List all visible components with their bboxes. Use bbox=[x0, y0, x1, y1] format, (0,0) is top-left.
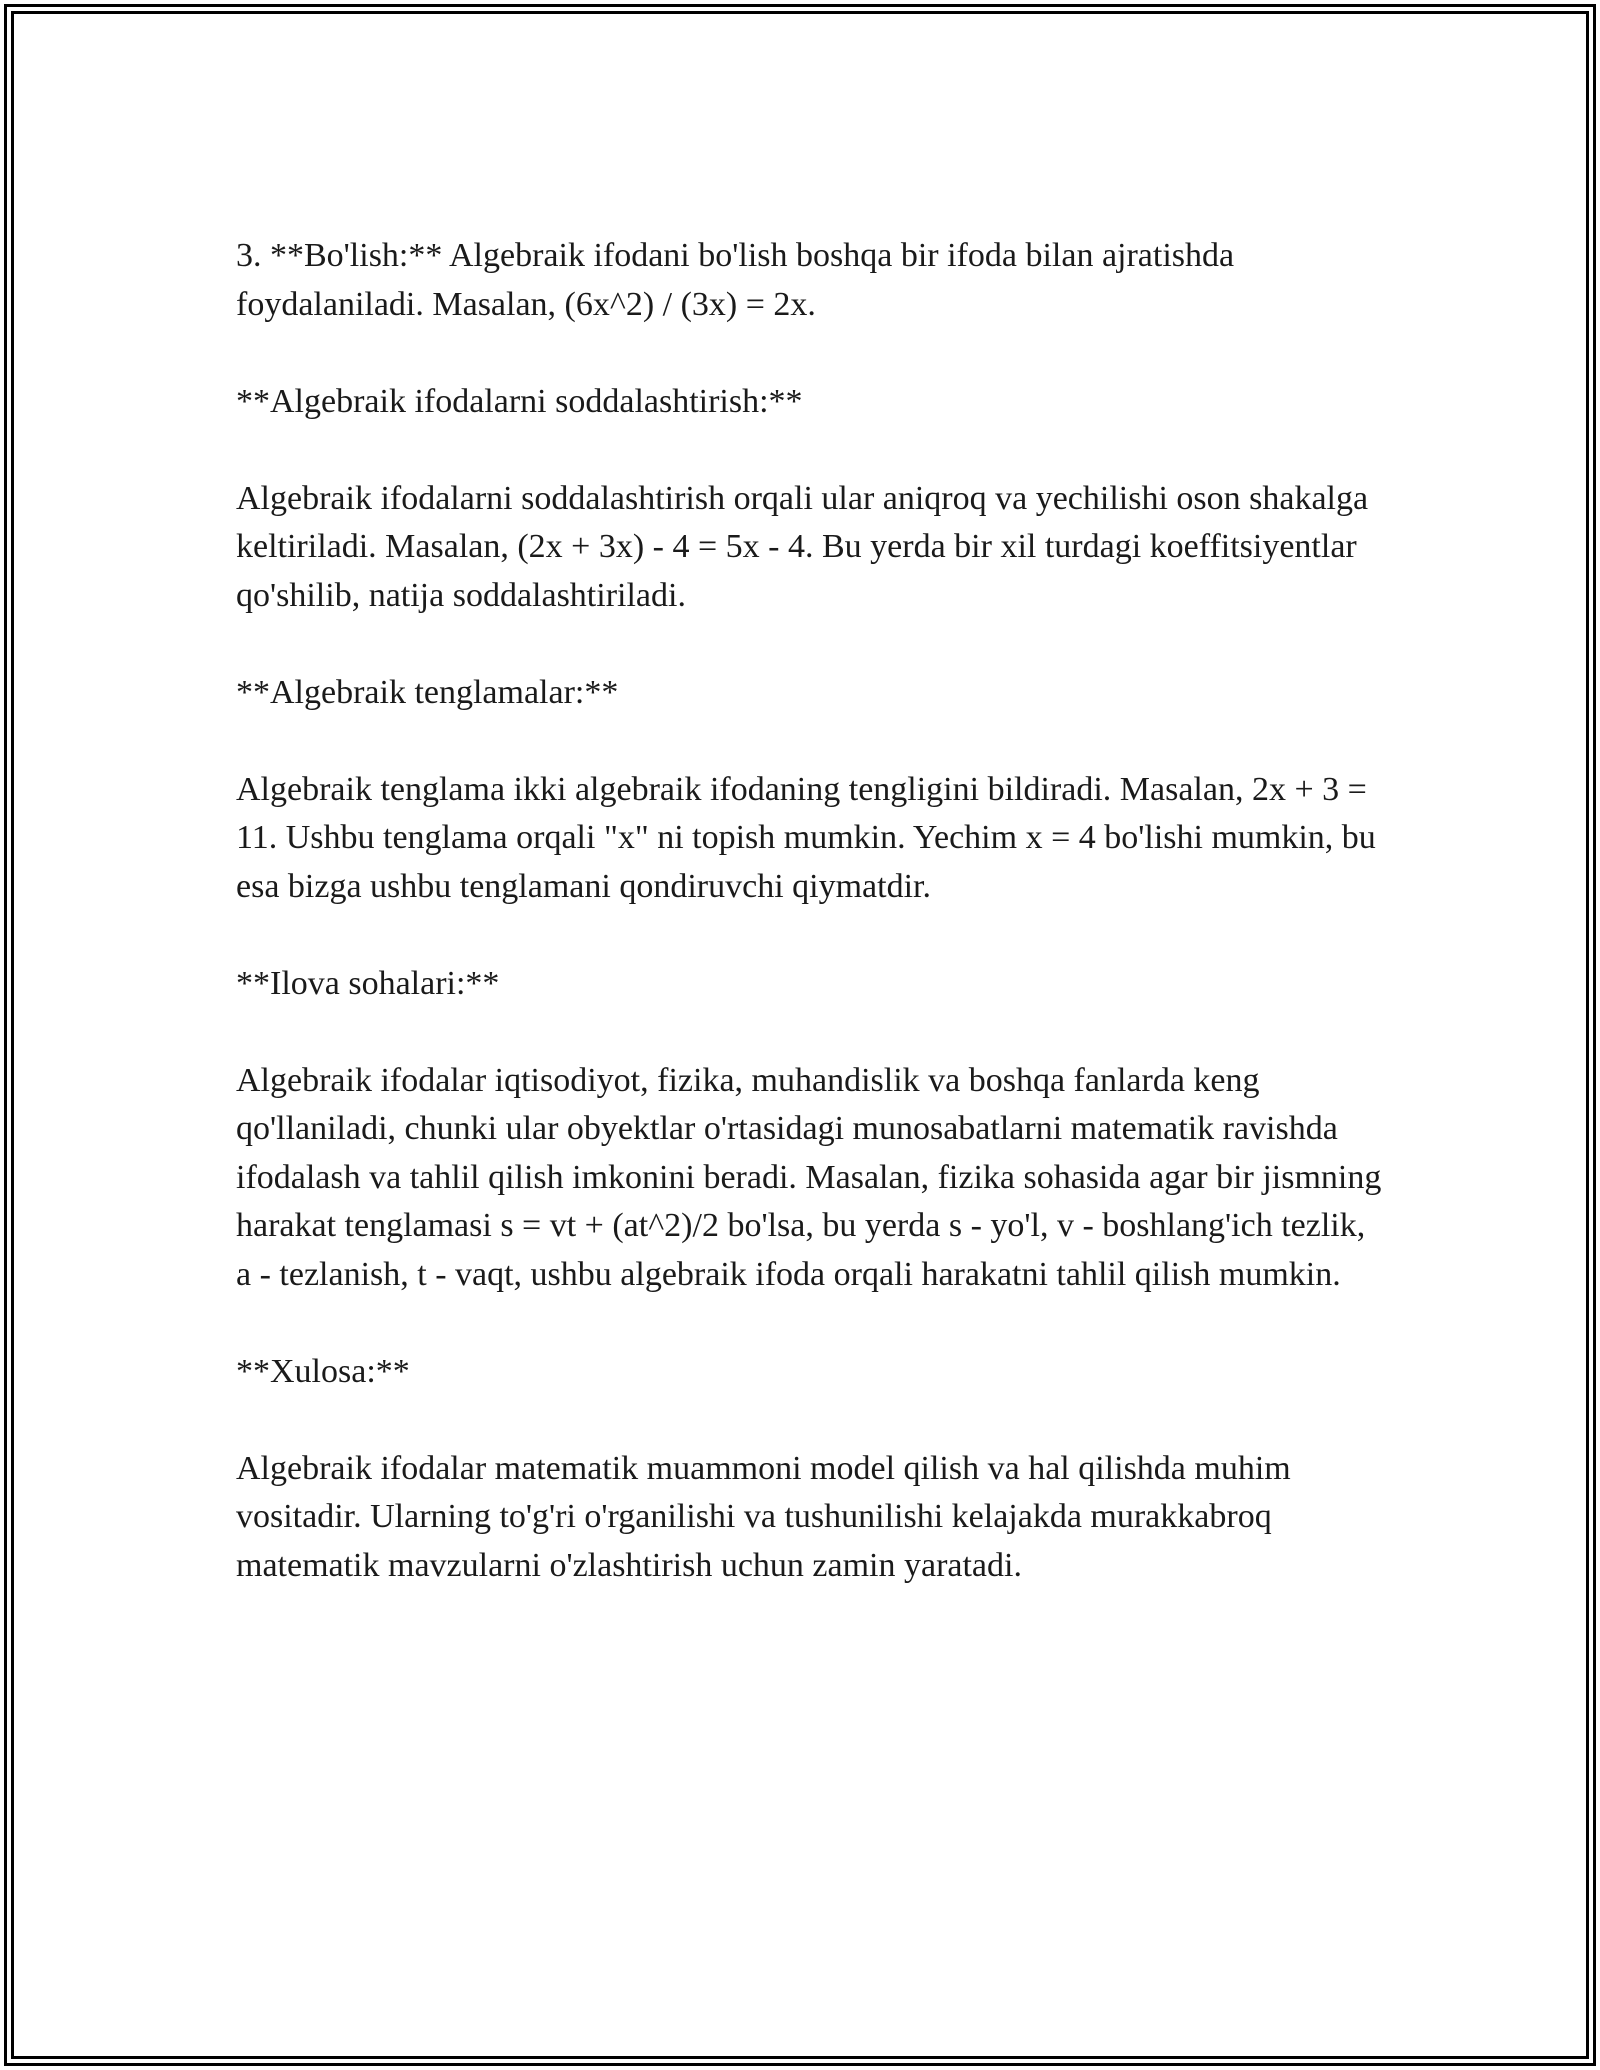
paragraph-equations: Algebraik tenglama ikki algebraik ifodaning tengligini bildiradi. Masalan, 2x + 3 = 11. Ushbu tenglama orqali "x" ni topish mumkin. Yechim x = 4 bo'lishi mumkin, bu esa bizga ushbu tenglamani qondiruvchi qiymatdir. bbox=[236, 770, 1376, 905]
heading-simplification: **Algebraik ifodalarni soddalashtirish:** bbox=[236, 382, 803, 420]
paragraph-division: 3. **Bo'lish:** Algebraik ifodani bo'lish boshqa bir ifoda bilan ajratishda foydalaniladi. Masalan, (6x^2) / (3x) = 2x. bbox=[236, 237, 1235, 323]
document-body bbox=[236, 232, 1386, 1639]
heading-conclusion: **Xulosa:** bbox=[236, 1352, 410, 1390]
paragraph-simplification: Algebraik ifodalarni soddalashtirish orqali ular aniqroq va yechilishi oson shakalga keltiriladi. Masalan, (2x + 3x) - 4 = 5x - 4. Bu yerda bir xil turdagi koeffitsiyentlar qo'shilib, natija soddalashtiriladi. bbox=[236, 479, 1369, 614]
paragraph-applications: Algebraik ifodalar iqtisodiyot, fizika, muhandislik va boshqa fanlarda keng qo'llaniladi, chunki ular obyektlar o'rtasidagi munosabatlarni matematik ravishda ifodalash va tahlil qilish imkonini beradi. Masalan, fizika sohasida agar bir jismning harakat tenglamasi s = vt + (at^2)/2 bo'lsa, bu yerda s - yo'l, v - boshlang'ich tezlik, a - tezlanish, t - vaqt, ushbu algebraik ifoda orqali harakatni tahlil qilish mumkin. bbox=[236, 1061, 1382, 1293]
heading-applications: **Ilova sohalari:** bbox=[236, 964, 500, 1002]
heading-equations: **Algebraik tenglamalar:** bbox=[236, 673, 619, 711]
paragraph-conclusion: Algebraik ifodalar matematik muammoni model qilish va hal qilishda muhim vositadir. Ularning to'g'ri o'rganilishi va tushunilishi kelajakda murakkabroq matematik mavzularni o'zlashtirish uchun zamin yaratadi. bbox=[236, 1449, 1291, 1584]
